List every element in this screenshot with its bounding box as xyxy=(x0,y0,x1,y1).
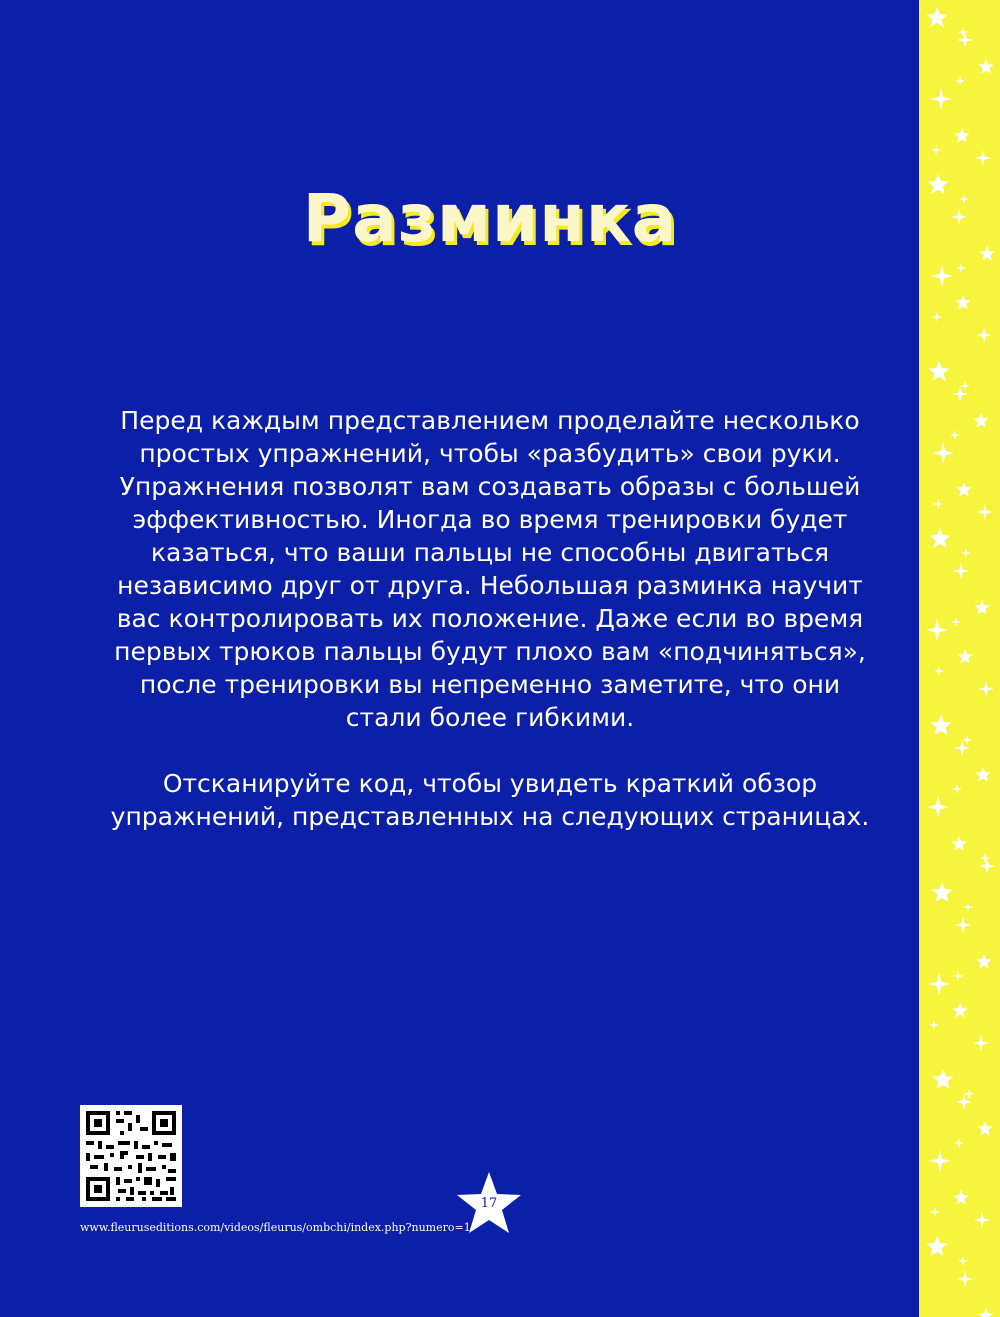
stripe-star-icon xyxy=(931,145,941,155)
qr-url-text: www.fleuruseditions.com/videos/fleurus/ombchi/index.php?numero=1 xyxy=(80,1221,471,1234)
stripe-star-icon xyxy=(926,619,948,641)
decorative-star-stripe xyxy=(919,0,1000,1317)
stripe-star-icon xyxy=(951,209,967,225)
paragraph-scan: Отсканируйте код, чтобы увидеть краткий обзор упражнений, представленных на следующих страницах. xyxy=(110,769,870,831)
stripe-star-icon xyxy=(974,600,989,615)
qr-code-graphic xyxy=(80,1105,182,1207)
stripe-star-icon xyxy=(929,361,950,381)
stripe-star-icon xyxy=(955,917,971,933)
stripe-star-icon xyxy=(933,499,943,509)
stripe-star-icon xyxy=(951,617,961,627)
stripe-star-icon xyxy=(955,295,970,310)
stripe-star-icon xyxy=(953,971,963,981)
stripe-star-icon xyxy=(963,902,973,912)
stripe-star-icon xyxy=(928,973,950,995)
stripe-star-icon xyxy=(958,27,968,37)
stripe-star-icon xyxy=(952,784,962,794)
stripe-star-icon xyxy=(979,858,995,874)
stripe-star-icon xyxy=(975,150,991,166)
stripe-star-icon xyxy=(929,1150,951,1172)
stripe-star-icon xyxy=(934,666,944,676)
page-number: 17 xyxy=(480,1196,498,1211)
stripe-star-icon xyxy=(964,1089,974,1099)
stripe-star-icon xyxy=(927,1236,948,1256)
stripe-star-icon xyxy=(930,528,951,548)
stripe-star-icon xyxy=(973,1035,989,1051)
stripe-star-icon xyxy=(928,174,949,194)
stripe-star-icon xyxy=(959,194,969,204)
stripe-star-icon xyxy=(977,1121,992,1136)
stripe-star-icon xyxy=(975,767,990,782)
stripe-star-icon xyxy=(954,1138,964,1148)
stripe-star-icon xyxy=(929,1020,939,1030)
stripe-star-icon xyxy=(980,853,990,863)
stripe-star-icon xyxy=(957,32,973,48)
qr-code-icon[interactable] xyxy=(80,1105,182,1207)
body-text xyxy=(110,404,870,833)
stripe-star-icon xyxy=(979,246,994,261)
stripe-star-icon xyxy=(957,1271,973,1287)
stripe-star-icon xyxy=(960,381,970,391)
stripe-star-icon xyxy=(932,312,942,322)
stripe-star-icon xyxy=(927,796,949,818)
stripe-star-icon xyxy=(962,735,972,745)
stripe-star-icon xyxy=(976,327,992,343)
stripe-star-icon xyxy=(953,563,969,579)
stripe-star-icon xyxy=(953,1190,968,1205)
stripe-star-icon xyxy=(961,548,971,558)
stripe-star-icon xyxy=(977,504,993,520)
stripe-star-icon xyxy=(932,882,953,902)
stripe-star-icon xyxy=(952,1003,967,1018)
stripe-star-icon xyxy=(956,482,971,497)
stripe-star-icon xyxy=(931,715,952,735)
stripe-star-icon xyxy=(976,954,991,969)
stripe-star-icon xyxy=(954,128,969,143)
stripe-star-icon xyxy=(930,1207,940,1217)
stripe-star-icon xyxy=(956,263,966,273)
stripe-star-icon xyxy=(978,681,994,697)
stars-icon xyxy=(919,0,1000,1317)
stripe-star-icon xyxy=(973,413,988,428)
stripe-star-icon xyxy=(932,442,954,464)
stripe-star-icon xyxy=(957,649,972,664)
stripe-star-icon xyxy=(933,1069,954,1089)
stripe-star-icon xyxy=(950,430,960,440)
stripe-star-icon xyxy=(951,836,966,851)
stripe-star-icon xyxy=(958,1256,968,1266)
stripe-star-icon xyxy=(974,1212,990,1228)
stripe-star-icon xyxy=(927,7,948,27)
paragraph-intro: Перед каждым представлением проделайте несколько простых упражнений, чтобы «разбудить» свои руки. Упражнения позволят вам создавать образы с большей эффективностью. Иногда во время тренировки будет казаться, что ваши пальцы не способны двигаться независимо друг от друга. Небольшая разминка научит вас контролировать их положение. Даже если во время первых трюков пальцы будут плохо вам «подчиняться», после тренировки вы непременно заметите, что они стали более гибкими. xyxy=(114,406,866,732)
page-title: Разминка xyxy=(302,180,678,257)
stripe-star-icon xyxy=(978,59,993,74)
stripe-star-icon xyxy=(955,76,965,86)
stripe-star-icon xyxy=(930,88,952,110)
stripe-star-icon xyxy=(931,265,953,287)
stripe-star-icon xyxy=(978,1308,993,1317)
